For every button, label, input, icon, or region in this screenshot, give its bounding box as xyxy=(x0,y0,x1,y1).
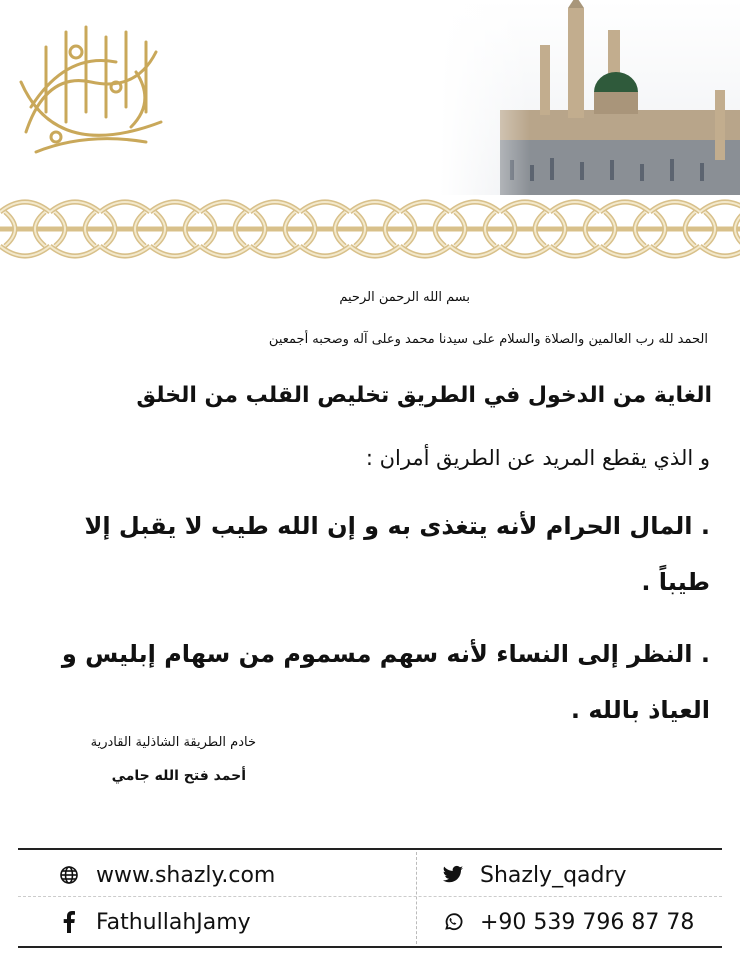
footer-bottom-rule xyxy=(18,946,722,948)
footer-divider xyxy=(416,852,418,944)
twitter-icon xyxy=(438,865,468,885)
signature-name: أحمد فتح الله جامي xyxy=(111,768,246,784)
whatsapp-icon xyxy=(438,912,468,932)
twitter-link[interactable] xyxy=(438,853,627,897)
intro-heading: الغاية من الدخول في الطريق تخليص القلب من الخلق xyxy=(136,383,712,408)
signature-role: خادم الطريقة الشاذلية القادرية xyxy=(90,735,256,750)
footer-top-rule xyxy=(18,848,722,850)
facebook-link[interactable] xyxy=(54,900,251,944)
hamd-line: الحمد لله رب العالمين والصلاة والسلام على سيدنا محمد وعلى آله وصحبه أجمعين xyxy=(268,332,708,347)
facebook-icon xyxy=(54,911,84,933)
contact-footer xyxy=(18,848,722,948)
whatsapp-text: +90 539 796 87 78 xyxy=(480,909,695,935)
ornamental-border xyxy=(0,192,740,266)
whatsapp-link[interactable] xyxy=(438,900,694,944)
website-text: www.shazly.com xyxy=(96,862,276,888)
header-banner xyxy=(0,0,740,195)
globe-icon xyxy=(54,865,84,885)
twitter-text: Shazly_qadry xyxy=(480,862,627,888)
point-item-2: . النظر إلى النساء لأنه سهم مسموم من سهام إبليس و العياذ بالله . xyxy=(61,640,710,724)
intro-subheading: و الذي يقطع المريد عن الطريق أمران : xyxy=(365,446,710,470)
calligraphy-logo xyxy=(6,12,176,172)
point-item-1: . المال الحرام لأنه يتغذى به و إن الله طيب لا يقبل إلا طيباً . xyxy=(84,512,710,596)
basmala: بسم الله الرحمن الرحيم xyxy=(339,290,470,305)
mosque-photo xyxy=(440,0,740,195)
website-link[interactable] xyxy=(54,853,275,897)
facebook-text: FathullahJamy xyxy=(96,909,251,935)
